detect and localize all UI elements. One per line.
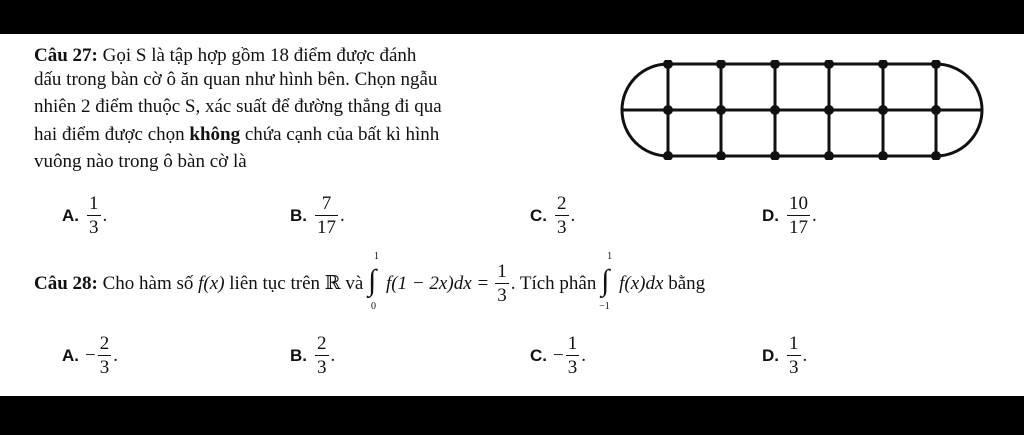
option-label: C. (530, 345, 547, 365)
option-fraction (787, 334, 801, 377)
denominator: 3 (99, 357, 110, 378)
option-fraction (566, 334, 580, 377)
q28-fx: f(x) (198, 273, 225, 294)
option-label: B. (290, 205, 307, 225)
numerator: 2 (99, 333, 110, 354)
q28-line (34, 250, 706, 312)
q27-line-5: vuông nào trong ô bàn cờ là (34, 151, 247, 172)
integral-sign-icon: ∫ 1 −1 (599, 250, 613, 312)
q27-label: Câu 27: (34, 45, 98, 66)
option-label: D. (762, 205, 779, 225)
rhs-fraction (495, 262, 509, 305)
option-fraction (787, 194, 810, 237)
option-fraction (315, 194, 338, 237)
q27-line-4 (34, 125, 439, 144)
q27-line-4-post: chứa cạnh của bất kì hình (240, 124, 440, 145)
board-point (878, 105, 888, 115)
denominator: 3 (317, 357, 327, 378)
option-sign: − (85, 344, 96, 366)
q28-text-2: liên tục trên ℝ và (224, 273, 368, 294)
option-label: C. (530, 205, 547, 225)
q28-text-4: bằng (663, 273, 706, 294)
q28-option-a: A. − $\frac{2}{3}$ . (62, 333, 118, 378)
q27-line-1 (34, 46, 416, 65)
q27-option-d: D. $\frac{10}{17}$ . (762, 193, 817, 238)
numerator: 2 (557, 193, 567, 214)
board-point (878, 151, 888, 160)
q27-option-c: C. $\frac{2}{3}$ . (530, 193, 576, 238)
integral-2-upper: 1 (607, 250, 613, 262)
numerator: 10 (789, 193, 808, 214)
numerator: 2 (317, 333, 327, 354)
denominator: 3 (557, 217, 567, 238)
integral-1 (368, 250, 490, 312)
q27-option-b: B. $\frac{7}{17}$ . (290, 193, 345, 238)
option-sign: − (553, 344, 564, 366)
q28-text-3: . Tích phân (510, 273, 602, 294)
board-point (770, 151, 780, 160)
option-label: D. (762, 345, 779, 365)
integral-2 (599, 250, 664, 312)
option-fraction (87, 194, 101, 237)
board-point (878, 60, 888, 69)
denominator: 3 (89, 217, 99, 238)
q28-label: Câu 28: (34, 273, 98, 294)
numerator: 1 (497, 261, 507, 282)
board-point (663, 151, 673, 160)
board-point (824, 151, 834, 160)
q28-option-b: B. $\frac{2}{3}$ . (290, 333, 336, 378)
board-point (931, 151, 941, 160)
integral-sign-icon: ∫ 1 0 (368, 250, 379, 312)
numerator: 1 (789, 333, 799, 354)
board-point (663, 105, 673, 115)
q28-option-d: D. $\frac{1}{3}$ . (762, 333, 808, 378)
option-fraction (555, 194, 569, 237)
option-label: A. (62, 205, 79, 225)
option-label: B. (290, 345, 307, 365)
option-fraction (98, 334, 112, 377)
board-point (716, 105, 726, 115)
q27-option-a: A. $\frac{1}{3}$ . (62, 193, 108, 238)
board-point (770, 105, 780, 115)
integral-1-body: f(1 − 2x)dx = (386, 273, 490, 294)
option-label: A. (62, 345, 79, 365)
board-point (824, 105, 834, 115)
q28-text-1: Cho hàm số (97, 273, 199, 294)
q27-line-3: nhiên 2 điểm thuộc S, xác suất để đường thẳng đi qua (34, 96, 442, 117)
q27-line-4-pre: hai điểm được chọn (34, 124, 190, 145)
option-fraction (315, 334, 329, 377)
q27-line-4-bold: không (189, 124, 241, 145)
integral-1-lower: 0 (371, 300, 376, 312)
q27-line-2: dấu trong bàn cờ ô ăn quan như hình bên. Chọn ngẫu (34, 69, 438, 90)
denominator: 3 (789, 357, 799, 378)
integral-2-lower: −1 (599, 300, 610, 312)
board-point (931, 60, 941, 69)
denominator: 17 (789, 217, 808, 238)
denominator: 17 (317, 217, 336, 238)
numerator: 1 (567, 333, 578, 354)
board-point (824, 60, 834, 69)
board-point (931, 105, 941, 115)
question-sheet (0, 34, 1024, 396)
integral-2-body: f(x)dx (619, 273, 664, 294)
board-point (716, 151, 726, 160)
board-point (770, 60, 780, 69)
o-an-quan-board (616, 60, 988, 160)
denominator: 3 (497, 285, 507, 306)
board-point (716, 60, 726, 69)
q27-line-1-text: Gọi S là tập hợp gồm 18 điểm được đánh (102, 45, 417, 66)
numerator: 1 (89, 193, 99, 214)
integral-1-upper: 1 (374, 250, 379, 262)
numerator: 7 (321, 193, 332, 214)
q28-option-c: C. − $\frac{1}{3}$ . (530, 333, 586, 378)
board-point (663, 60, 673, 69)
denominator: 3 (567, 357, 578, 378)
